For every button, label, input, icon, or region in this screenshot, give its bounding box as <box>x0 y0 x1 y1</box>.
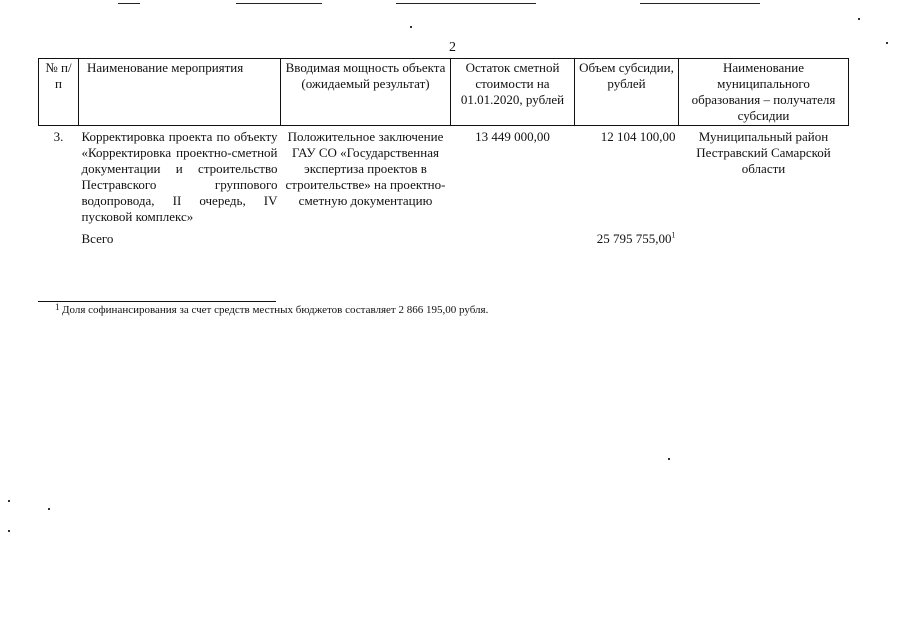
scan-artifact-line <box>640 3 760 4</box>
row-remaining: 13 449 000,00 <box>475 129 550 144</box>
footnote <box>55 302 489 317</box>
scan-artifact-dot <box>858 18 860 20</box>
row-recipient: Муниципальный район Пестравский Самарской области <box>696 129 831 176</box>
scan-artifact-dot <box>668 458 670 460</box>
row-num: 3. <box>53 129 64 144</box>
total-value-cell <box>575 225 679 247</box>
subsidy-table <box>38 58 849 247</box>
row-name: Корректировка проекта по объекту «Корректировка проектно-сметной документации и строительство Пестравского группового водопровода, II очередь, IV пусковой комплекс» <box>81 129 278 224</box>
table-total-row <box>39 225 849 247</box>
page-number: 2 <box>449 40 456 55</box>
scan-artifact-line <box>118 3 140 4</box>
header-name: Наименование мероприятия <box>79 59 281 126</box>
row-result: Положительное заключение ГАУ СО «Государственная экспертиза проектов в строительстве» на проектно-сметную документацию <box>285 129 446 208</box>
footnote-mark: 1 <box>55 302 60 312</box>
table-header-row <box>39 59 849 126</box>
scan-artifact-line <box>396 3 536 4</box>
row-subsidy: 12 104 100,00 <box>600 129 676 144</box>
scan-artifact-line <box>236 3 322 4</box>
total-empty-cell <box>451 225 575 247</box>
header-num: № п/п <box>39 59 79 126</box>
scan-artifact-dot <box>48 508 50 510</box>
header-subsidy: Объем субсидии, рублей <box>575 59 679 126</box>
header-remaining: Остаток сметной стоимости на 01.01.2020, рублей <box>451 59 575 126</box>
total-footnote-mark: 1 <box>671 230 676 240</box>
footnote-separator <box>38 301 276 302</box>
total-label: Всего <box>81 231 114 246</box>
scan-artifact-dot <box>8 500 10 502</box>
total-empty-cell <box>281 225 451 247</box>
total-empty-cell <box>679 225 849 247</box>
header-result: Вводимая мощность объекта (ожидаемый результат) <box>281 59 451 126</box>
table-row <box>39 126 849 226</box>
header-recipient: Наименование муниципального образования – получателя субсидии <box>679 59 849 126</box>
total-value: 25 795 755,00 <box>596 231 672 246</box>
footnote-text: Доля софинансирования за счет средств местных бюджетов составляет 2 866 195,00 рубля. <box>62 304 489 316</box>
total-empty-cell <box>39 225 79 247</box>
scan-artifact-dot <box>8 530 10 532</box>
scan-artifact-dot <box>410 26 412 28</box>
